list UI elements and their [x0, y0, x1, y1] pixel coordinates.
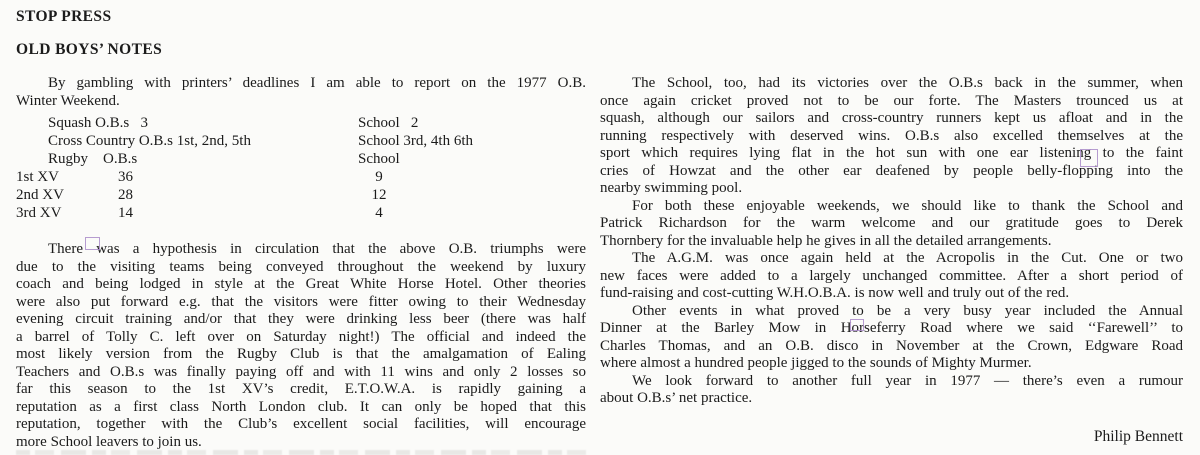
- text-line: running respectively with deserved wins. O.B.s also excelled themselves at the: [600, 127, 1183, 144]
- table-row: [16, 168, 586, 186]
- text-line: By gambling with printers’ deadlines I am able to report on the 1977 O.B.: [48, 75, 586, 91]
- agm-paragraph: [600, 250, 1183, 303]
- old-boys-notes-heading: OLD BOYS’ NOTES: [16, 41, 163, 58]
- table-row: [16, 150, 586, 168]
- table-row: [16, 114, 586, 132]
- text-line: most likely version from the Rugby Club is that the amalgamation of Ealing: [16, 346, 586, 362]
- text-line: Teachers and O.B.s was finally paying off and with 11 wins and only 2 losses so: [16, 363, 586, 380]
- intro-paragraph: [16, 75, 586, 110]
- thanks-paragraph: [600, 198, 1183, 251]
- scan-mark-proved: [850, 319, 864, 331]
- text-line: nearby swimming pool.: [600, 180, 743, 196]
- event-result: Squash O.B.s 3: [48, 115, 149, 131]
- table-row: [16, 186, 586, 204]
- results-table: [16, 114, 586, 222]
- team-label: 1st XV: [16, 169, 59, 185]
- ob-score: 36: [118, 169, 133, 185]
- text-line: reputation, together with the Club’s excellent social facilities, will encourage: [16, 416, 586, 432]
- table-row: [16, 204, 586, 222]
- text-line: a barrel of Tolly C. left over on Saturday night!) The official and indeed the: [16, 328, 586, 345]
- event-result: Rugby O.B.s: [48, 151, 138, 167]
- text-line: Dinner at the Barley Mow in Horseferry Road where we said ‘‘Farewell’’ to: [600, 320, 1183, 336]
- text-line: evening circuit training and/or that they were drinking less beer (there was half: [16, 311, 586, 327]
- text-line: Charles Thomas, and an O.B. disco in November at the Crown, Edgware Road: [600, 337, 1183, 354]
- text-line: sport which requires lying flat in the hot sun with one ear listening to the faint: [600, 145, 1183, 161]
- school-result: School: [358, 151, 400, 167]
- text-line: There was a hypothesis in circulation that the above O.B. triumphs were: [48, 241, 586, 257]
- school-score: 4: [375, 205, 383, 221]
- team-label: 3rd XV: [16, 205, 62, 221]
- table-row: [16, 132, 586, 150]
- cropped-text-remnant: [16, 450, 586, 455]
- text-line: We look forward to another full year in 1977 — there’s even a rumour: [632, 372, 1183, 389]
- school-score: 12: [371, 187, 387, 203]
- text-line: far this season to the 1st XV’s credit, E.T.O.W.A. is rapidly gaining a: [16, 381, 586, 397]
- school-victories-paragraph: [600, 75, 1183, 198]
- ob-score: 14: [118, 205, 133, 221]
- text-line: Patrick Richardson for the warm welcome and our gratitude goes to Derek: [600, 215, 1183, 231]
- school-result: School 2: [358, 115, 419, 131]
- author-signature: Philip Bennett: [1093, 428, 1183, 445]
- text-line: about O.B.s’ net practice.: [600, 390, 753, 406]
- text-line: cries of Howzat and the other ear deafened by people belly-flopping into the: [600, 162, 1183, 179]
- other-events-paragraph: [600, 303, 1183, 373]
- text-line: Thornbery for the invaluable help he gives in all the detailed arrangements.: [600, 232, 1052, 249]
- text-line: The School, too, had its victories over the O.B.s back in the summer, when: [632, 75, 1183, 91]
- text-line: Other events in what proved to be a very busy year included the Annual: [632, 302, 1183, 319]
- scan-mark-was: [85, 237, 100, 250]
- text-line: fund-raising and cost-cutting W.H.O.B.A. is now well and truly out of the red.: [600, 285, 1070, 301]
- school-score: 9: [375, 169, 383, 185]
- event-result: Cross Country O.B.s 1st, 2nd, 5th: [48, 133, 251, 149]
- hypothesis-paragraph: [16, 241, 586, 451]
- text-line: more School leavers to join us.: [16, 433, 202, 450]
- text-line: reputation as a first class North London club. It can only be hoped that this: [16, 398, 586, 415]
- text-line: Winter Weekend.: [16, 92, 120, 109]
- text-line: For both these enjoyable weekends, we should like to thank the School and: [632, 197, 1183, 214]
- text-line: once again cricket proved not to be our forte. The Masters trounced us at: [600, 92, 1183, 109]
- stop-press-heading: STOP PRESS: [16, 8, 112, 25]
- text-line: due to the visiting teams being conveyed throughout the weekend by luxury: [16, 258, 586, 275]
- ob-score: 28: [118, 187, 133, 203]
- look-forward-paragraph: [600, 373, 1183, 408]
- school-result: School 3rd, 4th 6th: [358, 133, 473, 149]
- text-line: new faces were added to a largely unchanged committee. After a short period of: [600, 267, 1183, 284]
- text-line: coach and being lodged in style at the Great White Horse Hotel. Other theories: [16, 276, 586, 292]
- scan-mark-listening: [1080, 149, 1098, 167]
- text-line: were also put forward e.g. that the visitors were fitter owing to their Wednesday: [16, 293, 586, 310]
- text-line: squash, although our sailors and cross-country runners kept us afloat and in the: [600, 110, 1183, 126]
- text-line: The A.G.M. was once again held at the Acropolis in the Cut. One or two: [632, 250, 1183, 266]
- text-line: where almost a hundred people jigged to the sounds of Mighty Murmer.: [600, 355, 1032, 371]
- team-label: 2nd XV: [16, 187, 64, 203]
